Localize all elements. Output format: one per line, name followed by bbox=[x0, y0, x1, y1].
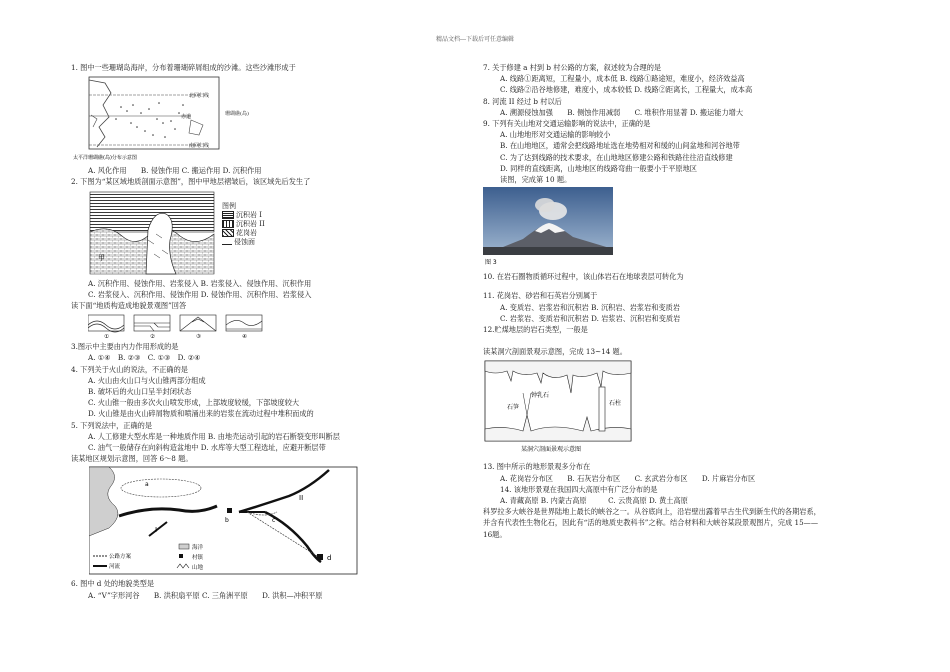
erosion-swatch-icon bbox=[222, 238, 232, 245]
question-14: 14. 该地形景观在我国四大高原中有广泛分布的是 bbox=[500, 484, 658, 494]
question-7-options-ab: A. 线路①距离短，工程量小，成本低 B. 线路①路途短，难度小，经济效益高 bbox=[500, 74, 745, 84]
sedimentary-2-swatch-icon bbox=[222, 220, 234, 228]
question-1-options: A. 风化作用 B. 侵蚀作用 C. 搬运作用 D. 沉积作用 bbox=[88, 166, 262, 176]
question-13-options: A. 花岗岩分布区 B. 石灰岩分布区 C. 玄武岩分布区 D. 片麻岩分布区 bbox=[500, 473, 756, 483]
question-9-option-b: B. 在山地地区，通常会把线路地址选在地势相对和缓的山间盆地和河谷地带 bbox=[500, 141, 740, 151]
label-a: a bbox=[145, 481, 149, 489]
reef-legend bbox=[225, 111, 255, 118]
question-9-option-a: A. 山地地形对交通运输的影响较小 bbox=[500, 130, 611, 140]
legend-item-sedimentary-2: 沉积岩 II bbox=[222, 220, 265, 229]
right-column bbox=[483, 62, 883, 540]
left-column bbox=[71, 62, 456, 601]
label-d: d bbox=[327, 554, 332, 563]
paragraph-line-1: 科罗拉多大峡谷是世界陆地上最长的峡谷之一。从谷底向上，沿岩壁出露着早古生代到新生代的各期岩系， bbox=[483, 507, 821, 517]
legend-village: 村镇 bbox=[192, 555, 204, 562]
read-instruction-13: 读某洞穴剖面景观示意图，完成 13~14 题。 bbox=[483, 347, 627, 357]
landform-label-4: ④ bbox=[242, 334, 247, 340]
legend-ocean: 海洋 bbox=[192, 545, 204, 552]
equator-label: 赤道 bbox=[181, 114, 192, 121]
question-2: 2. 下图为“某区域地质剖面示意图”，图中甲地层褶皱后，该区域先后发生了 bbox=[71, 177, 311, 187]
read-instruction-3: 读下面“地质构造成地貌景观图”回答 bbox=[71, 301, 187, 311]
landform-figure bbox=[88, 313, 456, 339]
question-5-options-cd: C. 油气一般储存在向斜构造盆地中 D. 水库等大型工程选址，应避开断层带 bbox=[88, 443, 326, 453]
question-6-options: A. “V”字形河谷 B. 洪积扇平原 C. 三角洲平原 D. 洪积—冲积平原 bbox=[88, 590, 323, 600]
label-c: c bbox=[272, 517, 276, 525]
stalactite-label: 钟乳石 bbox=[531, 392, 550, 400]
question-1: 1. 图中一些珊瑚岛海岸，分布着珊瑚碎屑组成的沙滩。这些沙滩形成于 bbox=[71, 63, 296, 72]
sedimentary-1-swatch-icon bbox=[222, 211, 234, 219]
cave-figure bbox=[483, 359, 883, 455]
map-caption: 太平洋珊瑚礁(岛)分布示意图 bbox=[73, 155, 137, 162]
question-12: 12.贮煤地层的岩石类型，一般是 bbox=[483, 325, 588, 335]
label-river-ii: II bbox=[299, 494, 304, 503]
paragraph-line-3: 16题。 bbox=[483, 529, 507, 539]
question-9-option-d: D. 同样的直线距离，山地地区的线路弯曲一般要小于平原地区 bbox=[500, 163, 697, 173]
regional-plan-map bbox=[89, 466, 359, 576]
geologic-section-figure bbox=[88, 190, 456, 276]
legend-item-sedimentary-1: 沉积岩 I bbox=[222, 211, 265, 220]
question-4-option-c: C. 火山锥一般由多次火山喷发形成，上部坡度较缓，下部坡度较大 bbox=[88, 398, 300, 408]
jia-label: 甲 bbox=[98, 253, 105, 262]
question-2-options-cd: C. 岩浆侵入、沉积作用、侵蚀作用 D. 侵蚀作用、沉积作用、岩浆侵入 bbox=[88, 289, 312, 299]
cave-section bbox=[483, 359, 633, 455]
landform-images bbox=[88, 313, 278, 339]
landform-label-1: ① bbox=[104, 334, 109, 340]
question-8: 8. 河流 II 经过 b 村以后 bbox=[483, 96, 562, 106]
question-11-options-cd: C. 岩浆岩、变质岩和沉积岩 D. 岩浆岩、沉积岩和变质岩 bbox=[500, 313, 681, 323]
legend-mountain: 山地 bbox=[192, 565, 204, 572]
cave-caption: 某洞穴剖面景观示意图 bbox=[521, 446, 582, 454]
question-7-options-cd: C. 线路②沿谷地修建，难度小，成本较低 D. 线路②距离长，工程量大，成本高 bbox=[500, 85, 753, 95]
question-3: 3.图示中主要由内力作用形成的是 bbox=[71, 342, 179, 352]
south-tropic-label: 南回归线 bbox=[189, 143, 210, 150]
question-8-options: A. 溯源侵蚀加强 B. 侧蚀作用减弱 C. 堆积作用显著 D. 搬运能力增大 bbox=[500, 107, 744, 117]
question-11-options-ab: A. 变质岩、岩浆岩和沉积岩 B. 沉积岩、岩浆岩和变质岩 bbox=[500, 302, 681, 312]
figure-3-caption: 图 3 bbox=[485, 259, 497, 266]
stalagmite-label: 石笋 bbox=[507, 404, 520, 412]
question-9-option-c: C. 为了达到线路的技术要求，在山地地区修建公路和铁路往往沿直线修建 bbox=[500, 152, 733, 162]
regional-plan-figure bbox=[89, 466, 456, 576]
question-5: 5. 下列说法中，正确的是 bbox=[71, 420, 153, 430]
granite-swatch-icon bbox=[222, 229, 234, 237]
question-10: 10. 在岩石圈物质循环过程中，该山体岩石在地球表层可转化为 bbox=[483, 272, 684, 282]
label-river-i: I bbox=[155, 526, 158, 535]
legend-item-erosion: 侵蚀面 bbox=[222, 238, 265, 247]
paragraph-line-2: 并含有代表性生物化石，因此有“活的地质史教科书”之称。结合材料和大峡谷某段景观图片，完成 15—— bbox=[483, 518, 819, 528]
landform-label-3: ③ bbox=[196, 334, 201, 340]
legend-river: 河流 bbox=[109, 564, 121, 571]
volcano-photo bbox=[483, 187, 613, 265]
question-11: 11. 花岗岩、砂岩和石英岩分别属于 bbox=[483, 291, 598, 301]
question-4-option-d: D. 火山锥是由火山碎屑物质和喷涌出来的岩浆在流动过程中堆积而成的 bbox=[88, 409, 314, 419]
geologic-section bbox=[88, 190, 216, 276]
question-4-option-a: A. 火山由火山口与火山锥两部分组成 bbox=[88, 375, 206, 385]
read-instruction-10: 读图，完成第 10 题。 bbox=[500, 175, 572, 185]
label-b: b bbox=[225, 517, 229, 525]
question-14-options: A. 青藏高原 B. 内蒙古高原 C. 云贵高原 D. 黄土高原 bbox=[500, 496, 688, 506]
page-header: 精品文档---下载后可任意编辑 bbox=[435, 36, 515, 43]
landform-label-2: ② bbox=[150, 334, 155, 340]
volcano-photo-figure bbox=[483, 187, 883, 265]
legend-item-granite: 花岗岩 bbox=[222, 229, 265, 238]
coral-reef-map bbox=[71, 75, 221, 163]
coral-reef-map-figure bbox=[71, 75, 456, 163]
question-4: 4. 下列关于火山的说法，不正确的是 bbox=[71, 364, 188, 374]
question-7: 7. 关于修建 a 村到 b 村公路的方案，叙述较为合理的是 bbox=[483, 63, 662, 72]
question-2-options-ab: A. 沉积作用、侵蚀作用、岩浆侵入 B. 岩浆侵入、侵蚀作用、沉积作用 bbox=[88, 278, 312, 288]
pillar-label: 石柱 bbox=[609, 400, 622, 408]
question-5-options-ab: A. 人工修建大型水库是一种地质作用 B. 由地壳运动引起的岩石断裂变形叫断层 bbox=[88, 431, 340, 441]
legend-title: 图例 bbox=[222, 201, 236, 210]
north-tropic-label: 北回归线 bbox=[189, 93, 210, 100]
question-13: 13. 图中所示的地形景观多分布在 bbox=[483, 462, 591, 472]
legend-road: 公路方案 bbox=[109, 554, 132, 561]
question-3-options: A. ①④ B. ②③ C. ①③ D. ②④ bbox=[88, 353, 201, 363]
question-6: 6. 图中 d 处的地貌类型是 bbox=[71, 579, 155, 589]
question-4-option-b: B. 破坏后的火山口呈半封闭状态 bbox=[88, 387, 192, 397]
geologic-legend bbox=[222, 202, 265, 247]
read-instruction-6: 读某地区规划示意图，回答 6～8 题。 bbox=[71, 454, 193, 464]
reef-legend-label: 珊瑚礁(岛) bbox=[225, 111, 249, 118]
question-9: 9. 下列有关山地对交通运输影响的说法中，正确的是 bbox=[483, 119, 651, 129]
